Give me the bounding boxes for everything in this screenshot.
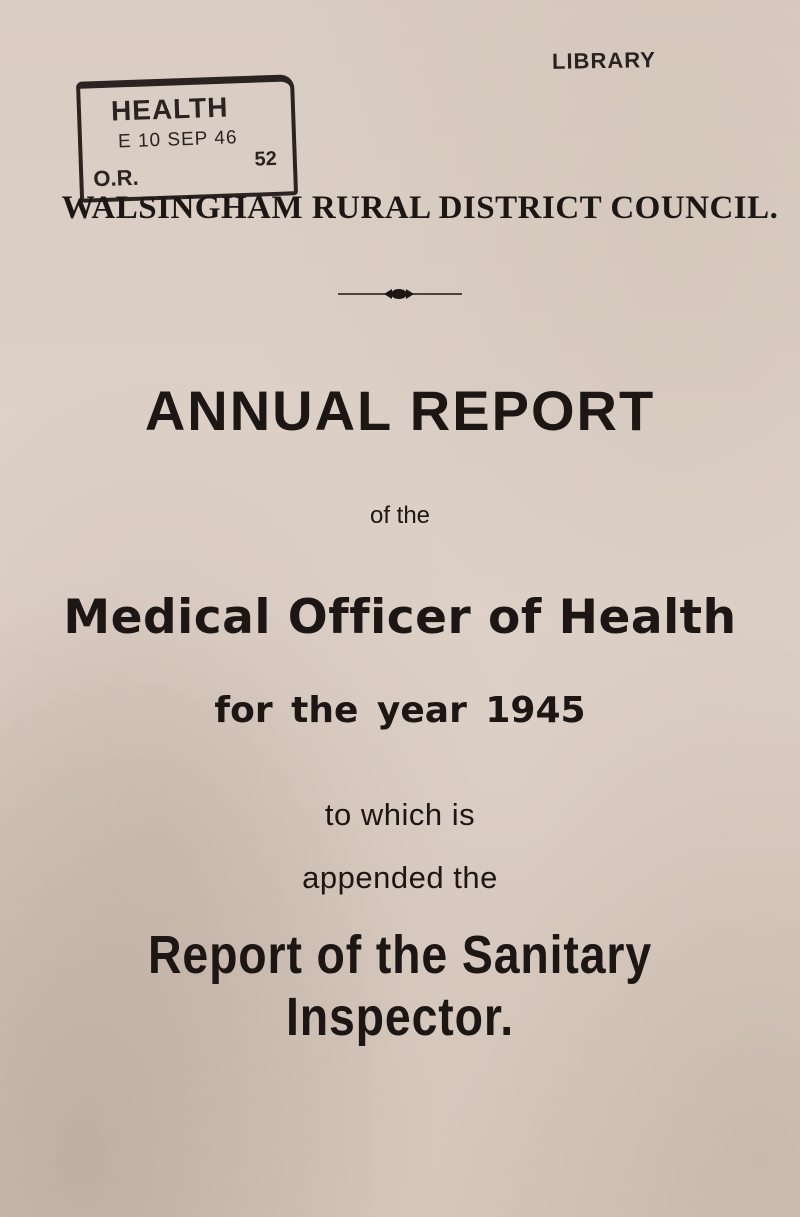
council-heading: WALSINGHAM RURAL DISTRICT COUNCIL. [61,190,779,226]
which-line: to which is [324,797,476,832]
appended-line: appended the [302,860,498,895]
stamp-department: HEALTH [110,91,229,127]
stamp-initials: O.R. [92,164,139,192]
received-date-stamp [76,74,298,203]
report-title: ANNUAL REPORT [144,379,656,442]
stamp-date: E 10 SEP 46 [117,127,238,153]
library-stamp: LIBRARY [551,47,657,74]
of-the-text: of the [369,502,431,529]
year-line: for the year 1945 [214,690,586,731]
divider-ornament-icon [0,286,800,302]
stamp-number: 52 [254,147,278,171]
officer-title: Medical Officer of Health [63,590,737,645]
appendix-title: Report of the Sanitary Inspector. [147,925,653,1047]
